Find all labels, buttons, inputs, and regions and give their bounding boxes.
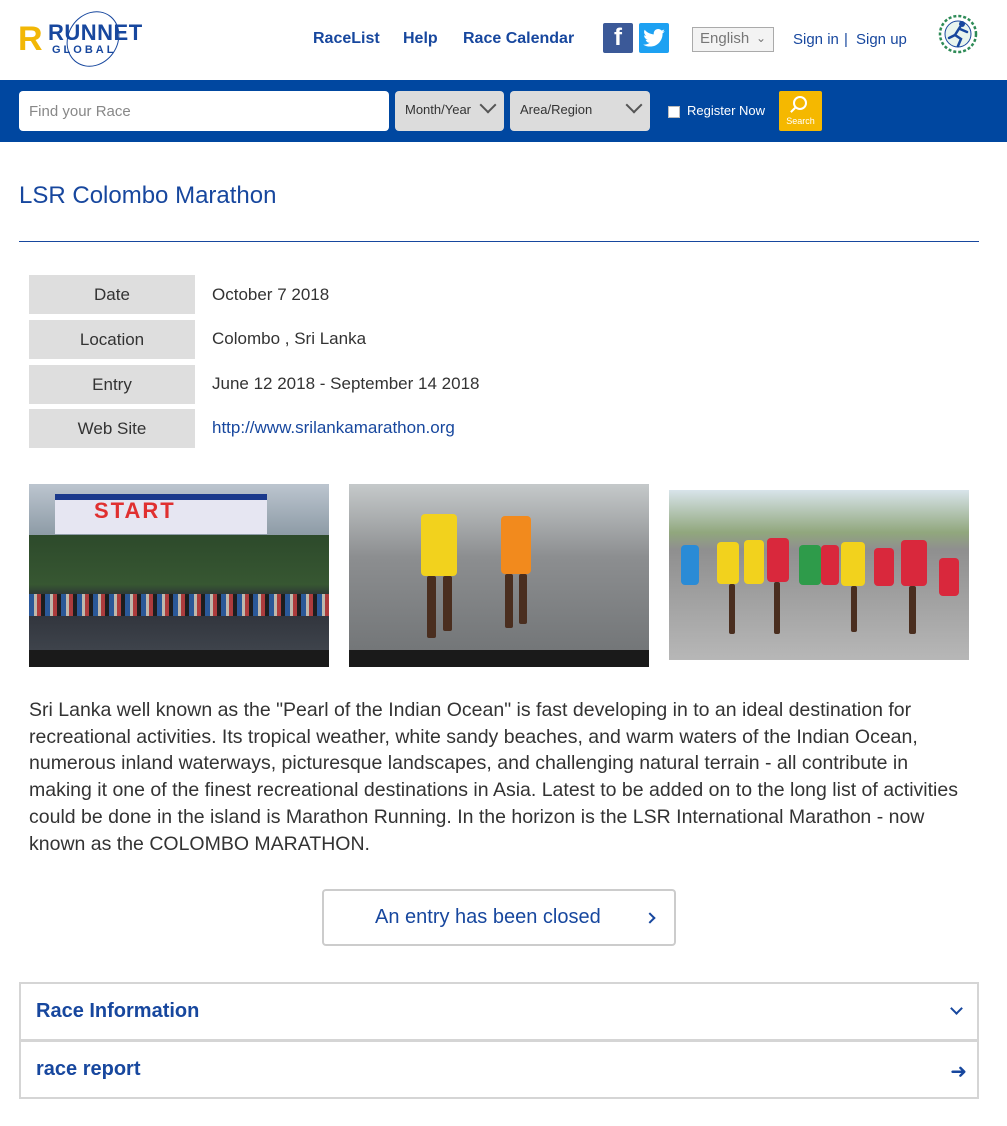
register-now-label[interactable]: Register Now — [687, 103, 766, 118]
arrow-right-icon: ➜ — [950, 1059, 967, 1083]
runner — [744, 540, 764, 584]
search-button-label: Search — [786, 116, 815, 126]
area-region-select[interactable] — [510, 91, 650, 131]
runner — [901, 540, 927, 586]
auth-separator: | — [844, 31, 848, 48]
nav-race-calendar[interactable]: Race Calendar — [463, 30, 575, 47]
runner-leg — [774, 582, 780, 634]
chevron-down-icon — [480, 97, 497, 114]
race-photo-two-runners — [349, 484, 649, 667]
runner-leg — [505, 574, 513, 628]
website-label: Web Site — [29, 409, 195, 448]
runner-yellow — [421, 514, 457, 576]
date-label: Date — [29, 275, 195, 314]
find-race-input[interactable] — [19, 91, 389, 131]
runner — [767, 538, 789, 582]
runner — [874, 548, 894, 586]
site-header — [0, 0, 1007, 80]
title-divider — [19, 241, 979, 242]
search-bar — [0, 80, 1007, 142]
area-region-label: Area/Region — [520, 102, 593, 117]
chevron-right-icon — [644, 912, 655, 923]
race-description: Sri Lanka well known as the "Pearl of the Indian Ocean" is fast developing in to an ideal destination for recreational activities. Its tropical weather, white sandy beaches, and warm waters of the Indian Ocean, numerous inland waterways, picturesque landscapes, and challenging natural terrain - all contribute in making it one of the finest recreational destinations in Asia. Latest to be added on to the long list of activities could be done in the island is Marathon Running. In the horizon is the LSR International Marathon - now known as the COLOMBO MARATHON. — [29, 699, 958, 855]
runner — [717, 542, 739, 584]
sign-in-link[interactable]: Sign in — [793, 31, 839, 48]
race-report-title: race report — [36, 1058, 141, 1080]
location-label: Location — [29, 320, 195, 359]
runner-emblem-icon — [937, 13, 979, 55]
nav-help[interactable]: Help — [403, 30, 438, 47]
runner — [821, 545, 839, 585]
month-year-select[interactable] — [395, 91, 504, 131]
nav-racelist[interactable]: RaceList — [313, 30, 380, 47]
race-report-accordion[interactable] — [19, 1040, 979, 1099]
runner — [841, 542, 865, 586]
runner-leg — [519, 574, 527, 624]
runner-leg — [443, 576, 452, 631]
entry-value: June 12 2018 - September 14 2018 — [212, 374, 480, 393]
logo-text: RUNNET — [48, 20, 143, 45]
register-now-checkbox[interactable] — [668, 106, 680, 118]
sign-up-link[interactable]: Sign up — [856, 31, 907, 48]
twitter-icon[interactable] — [639, 23, 669, 53]
race-information-title: Race Information — [36, 1000, 200, 1022]
chevron-down-icon — [626, 97, 643, 114]
start-banner-text: START — [94, 498, 176, 523]
runner-crowd — [29, 594, 329, 616]
chevron-down-icon: ⌄ — [755, 31, 766, 45]
logo-subtext: GLOBAL — [52, 44, 117, 56]
photo-caption-strip — [349, 650, 649, 667]
race-photo-runner-pack — [669, 490, 969, 660]
runnet-logo[interactable] — [18, 10, 153, 68]
runner-orange — [501, 516, 531, 574]
logo-mark: R — [18, 20, 43, 58]
runner-leg — [729, 584, 735, 634]
language-select[interactable] — [692, 27, 774, 52]
runner-leg — [427, 576, 436, 638]
entry-label: Entry — [29, 365, 195, 404]
search-icon — [793, 96, 807, 110]
search-button[interactable] — [779, 91, 822, 131]
race-photo-start-line — [29, 484, 329, 667]
runner-leg — [851, 586, 857, 632]
facebook-icon[interactable]: f — [603, 23, 633, 53]
language-value: English — [700, 30, 750, 47]
runner — [939, 558, 959, 596]
runner — [799, 545, 821, 585]
month-year-label: Month/Year — [405, 102, 472, 117]
website-link[interactable]: http://www.srilankamarathon.org — [212, 418, 455, 437]
date-value: October 7 2018 — [212, 285, 330, 304]
page-title: LSR Colombo Marathon — [19, 182, 277, 209]
photo-caption-strip — [29, 650, 329, 667]
location-value: Colombo , Sri Lanka — [212, 329, 367, 348]
entry-closed-label: An entry has been closed — [375, 906, 601, 928]
race-information-accordion[interactable] — [19, 982, 979, 1041]
runner — [681, 545, 699, 585]
chevron-down-icon — [950, 1002, 963, 1015]
website-row — [212, 418, 455, 438]
entry-closed-button[interactable] — [322, 889, 676, 946]
runner-leg — [909, 586, 916, 634]
